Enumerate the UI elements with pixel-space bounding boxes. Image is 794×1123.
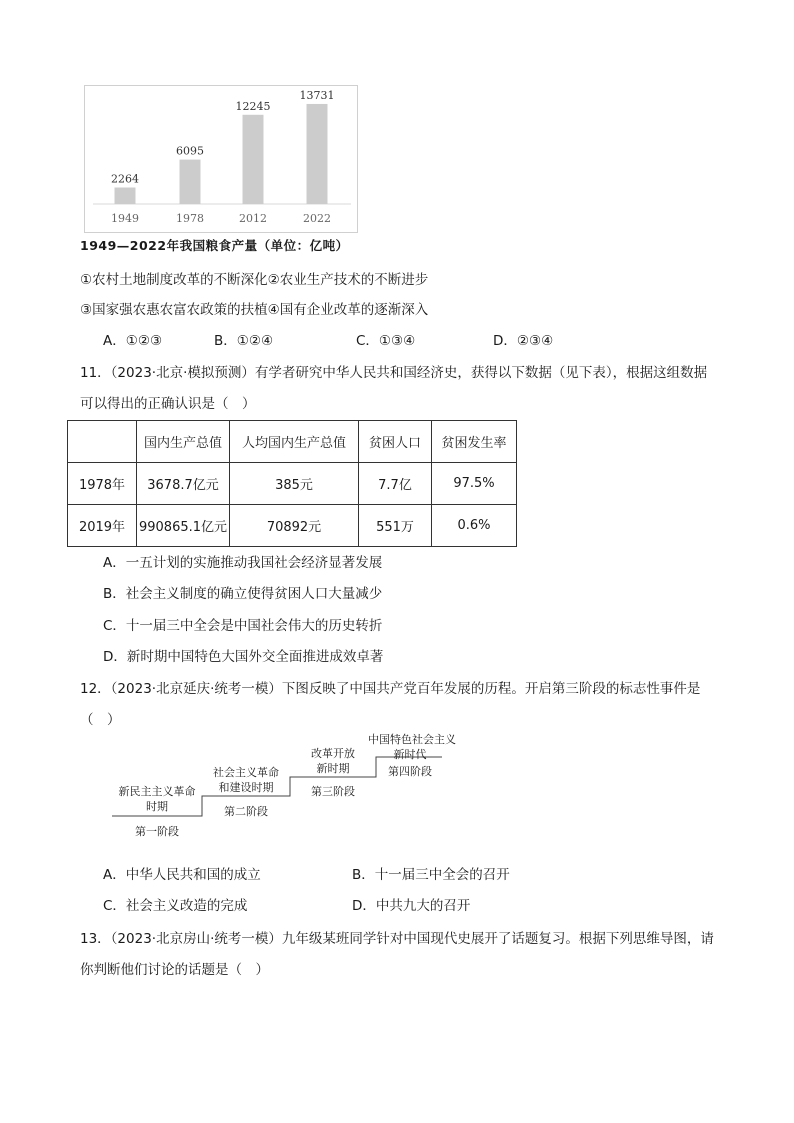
table-cell: 385元 [230, 463, 359, 505]
bar-2012 [243, 115, 264, 204]
bar-1978 [180, 160, 201, 204]
bar-value-label: 12245 [235, 99, 271, 113]
q10-option-d[interactable]: D．②③④ [493, 333, 554, 349]
q11-stem-line1: 11．（2023·北京·模拟预测）有学者研究中华人民共和国经济史，获得以下数据（见下表），根据这组数据 [80, 365, 708, 381]
bar-value-label: 2264 [111, 172, 139, 186]
table-cell: 1978年 [68, 463, 137, 505]
q13-stem-line1: 13．（2023·北京房山·统考一模）九年级某班同学针对中国现代史展开了话题复习。根据下列思维导图，请 [80, 931, 714, 947]
table-row [68, 505, 517, 547]
chart-caption: 1949—2022年我国粮食产量（单位：亿吨） [80, 238, 349, 253]
stage1-title-line1: 新民主主义革命 [118, 785, 196, 798]
bar-value-label: 6095 [176, 144, 204, 158]
q11-option-b[interactable]: B．社会主义制度的确立使得贫困人口大量减少 [103, 586, 383, 602]
q11-option-a[interactable]: A．一五计划的实施推动我国社会经济显著发展 [103, 555, 383, 571]
q12-option-d[interactable]: D．中共九大的召开 [352, 898, 471, 914]
table-cell: 0.6% [432, 505, 517, 547]
q10-option-a[interactable]: A．①②③ [103, 333, 163, 349]
table-cell: 7.7亿 [359, 463, 432, 505]
x-tick-label: 2012 [239, 212, 267, 225]
bar-2022 [307, 104, 328, 204]
x-tick-label: 1978 [176, 212, 204, 225]
bar-1949 [115, 188, 136, 204]
q10-option-c[interactable]: C．①③④ [356, 333, 416, 349]
stage2-label: 第二阶段 [224, 805, 268, 818]
chart-canvas [85, 86, 359, 234]
q12-option-c[interactable]: C．社会主义改造的完成 [103, 898, 248, 914]
q12-option-b[interactable]: B．十一届三中全会的召开 [352, 867, 510, 883]
table-header-cell: 贫困人口 [359, 421, 432, 463]
q11-option-d[interactable]: D．新时期中国特色大国外交全面推进成效卓著 [103, 649, 384, 665]
table-header-row [68, 421, 517, 463]
q11-option-c[interactable]: C．十一届三中全会是中国社会伟大的历史转折 [103, 618, 383, 634]
table-header-cell: 人均国内生产总值 [230, 421, 359, 463]
q12-option-a[interactable]: A．中华人民共和国的成立 [103, 867, 261, 883]
stage2-title-line2: 和建设时期 [218, 781, 274, 794]
x-tick-label: 2022 [303, 212, 331, 225]
q10-statements-line2: ③国家强农惠农富农政策的扶植④国有企业改革的逐渐深入 [80, 302, 429, 318]
q11-data-table [67, 420, 517, 547]
table-cell: 97.5% [432, 463, 517, 505]
stage1-label: 第一阶段 [135, 825, 179, 838]
q10-statements-line1: ①农村土地制度改革的不断深化②农业生产技术的不断进步 [80, 272, 429, 288]
party-history-staircase [112, 733, 456, 854]
q11-stem-line2: 可以得出的正确认识是（ ） [80, 396, 256, 412]
stage4-label: 第四阶段 [388, 765, 432, 778]
table-cell: 551万 [359, 505, 432, 547]
stage4-title-line2: 新时代 [393, 748, 427, 761]
stage3-title-line2: 新时期 [316, 762, 350, 775]
q10-option-b[interactable]: B．①②④ [214, 333, 274, 349]
table-cell: 2019年 [68, 505, 137, 547]
stage4-title-line1: 中国特色社会主义 [368, 733, 456, 746]
q12-stem-line2: （ ） [80, 712, 121, 728]
q12-stem-line1: 12．（2023·北京延庆·统考一模）下图反映了中国共产党百年发展的历程。开启第三阶段的标志性事件是 [80, 681, 701, 697]
x-tick-label: 1949 [111, 212, 139, 225]
grain-output-chart [84, 85, 358, 233]
table-row [68, 463, 517, 505]
table-cell: 70892元 [230, 505, 359, 547]
q13-stem-line2: 你判断他们讨论的话题是（ ） [80, 962, 269, 978]
table-header-cell [68, 421, 137, 463]
table-cell: 990865.1亿元 [137, 505, 230, 547]
stage2-title-line1: 社会主义革命 [213, 766, 279, 779]
table-cell: 3678.7亿元 [137, 463, 230, 505]
stage3-title-line1: 改革开放 [311, 747, 355, 760]
bar-value-label: 13731 [299, 88, 335, 102]
table-header-cell: 国内生产总值 [137, 421, 230, 463]
stage1-title-line2: 时期 [146, 800, 168, 813]
table-header-cell: 贫困发生率 [432, 421, 517, 463]
stage3-label: 第三阶段 [311, 785, 355, 798]
